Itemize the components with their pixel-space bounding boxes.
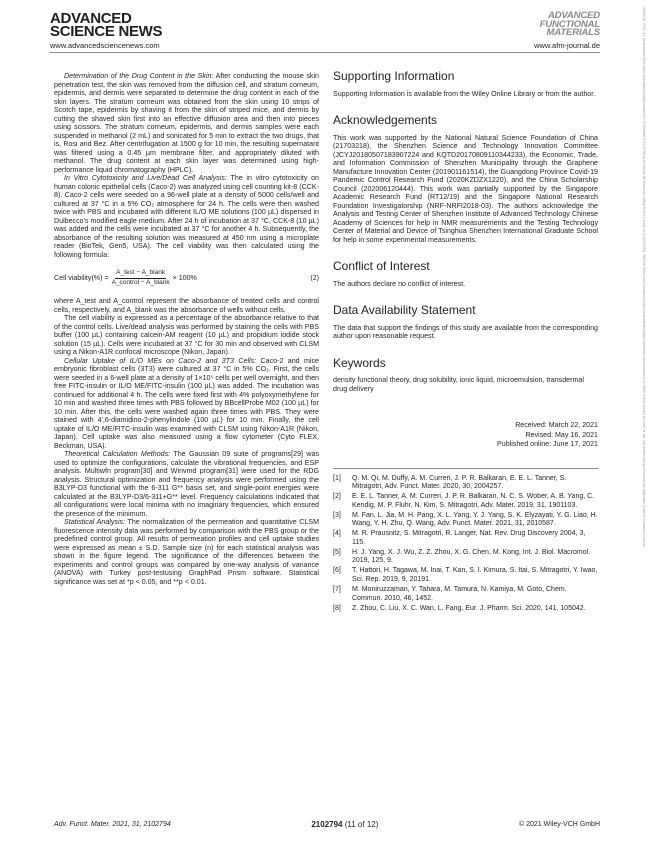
paragraph-text: The in vitro cytotoxicity on human colonic epithelial cells (Caco-2) was analyzed using cell counting kit-8 (CCK-8). Caco-2 cells were seeded on a 96-well plate at a density of 5000 cells/well and cultured at 37 °C in a 5% CO₂ atmosphere for 24 h. The cells were then washed twice with PBS and incubated with different IL/O ME solutions (100 µL) dispersed in Dulbecco's modified eagle medium. After 24 h of incubation at 37 °C, CCK-8 (10 µL) was added and the cells were incubated at 37 °C for another 4 h. Subsequently, the absorbance of the resulting solution was measured at 450 nm using a microplate reader (BioTek, Gen5, USA). The cell viability was then calculated using the following formula: <box>54 174 320 259</box>
reference-number: [7] <box>333 586 341 594</box>
footer-copyright: © 2021 Wiley-VCH GmbH <box>518 821 600 828</box>
section-heading: In Vitro Cytotoxicity and Live/Dead Cell Analysis: <box>64 174 227 182</box>
paragraph-where: where A_test and A_control represent the absorbance of treated cells and control cells, respectively, and A_blank was the absorbance of wells without cells. <box>54 297 319 314</box>
equation-rhs: × 100% <box>172 273 197 282</box>
reference-number: [8] <box>333 604 341 612</box>
reference-text: M. Fan, L. Jia, M. H. Pang, X. L. Yang, Y. J. Yang, S. K. Elyzayati, Y. G. Liao, H. Wang, Y. H. Zhu, Q. Wang, Adv. Funct. Mater. 2021, 31, 2010587. <box>352 511 598 528</box>
page-id: 2102794 <box>311 820 343 829</box>
section-heading: Statistical Analysis: <box>64 518 126 526</box>
supporting-information-section <box>333 69 598 98</box>
reference-item[interactable] <box>333 530 598 547</box>
reference-text: E. E. L. Tanner, A. M. Curreri, J. P. R. Balkaran, N. C. S. Wober, A. B. Yang, C. Kendig, M. P. Fluhr, N. Kim, S. Mitragotri, Adv. Mater. 2019, 31, 1901103. <box>352 493 595 509</box>
reference-item[interactable] <box>333 549 598 566</box>
reference-number: [4] <box>333 530 341 538</box>
reference-text: Z. Zhou, C. Liu, X. C. Wan, L. Fang, Eur. J. Pharm. Sci. 2020, 141, 105042. <box>352 604 586 612</box>
reference-text: M. R. Prausnitz, S. Mitragotri, R. Langer, Nat. Rev. Drug Discovery 2004, 3, 115. <box>352 530 586 546</box>
footer-citation: Adv. Funct. Mater. 2021, 31, 2102794 <box>54 821 171 828</box>
section-title: Acknowledgements <box>333 113 438 127</box>
reference-text: Q. M. Qi, M. Duffy, A. M. Curreri, J. P. R. Balkaran, E. E. L. Tanner, S. Mitragotri, Adv. Funct. Mater. 2020, 30, 2004257. <box>352 474 567 490</box>
paragraph-uptake <box>54 357 319 451</box>
paragraph-text: The normalization of the permeation and quantitative CLSM fluorescence intensity data was performed by comparison with the PBS group or the predefined control group. All results of permeation profiles and cell uptake studies were expressed as mean ± S.D. Sample size (n) for each statistical analysis was shown in the figure legend. The significance of the differences between the experiments and control groups was compared by one-way analysis of variance (ANOVA) with Turkey post-testusing GraphPad Prism software. Statistical significance was set at *p < 0.05, and **p < 0.01. <box>54 518 319 586</box>
header-url-right[interactable]: www.afm-journal.de <box>534 40 600 50</box>
reference-item[interactable] <box>333 512 598 529</box>
reference-number: [2] <box>333 493 341 501</box>
right-column <box>333 69 598 615</box>
equation-numerator: A_test − A_blank <box>115 269 166 279</box>
received-date: Received: March 22, 2021 <box>515 421 598 429</box>
header-url-left[interactable]: www.advancedsciencenews.com <box>50 41 160 50</box>
data-availability-section <box>333 303 598 341</box>
equation-2 <box>54 267 319 289</box>
paragraph-cytotoxicity <box>54 174 319 259</box>
acknowledgements-section <box>333 113 598 244</box>
footer-page-number <box>311 820 378 829</box>
adv-funct-mater-logo: ADVANCED FUNCTIONAL MATERIALS <box>539 10 600 38</box>
section-text: The authors declare no conflict of interest. <box>333 279 466 288</box>
revised-date: Revised: May 16, 2021 <box>525 430 598 439</box>
reference-item[interactable] <box>333 567 598 584</box>
equation-fraction <box>111 269 171 287</box>
reference-text: M. Moniruzzaman, Y. Tahara, M. Tamura, N. Kamiya, M. Goto, Chem. Commun. 2010, 46, 1452. <box>352 586 567 602</box>
paragraph-statistics <box>54 518 319 586</box>
reference-item[interactable] <box>333 586 598 603</box>
journal-header-left <box>50 12 162 50</box>
section-text: This work was supported by the National Natural Science Foundation of China (21703218), the Shenzhen Science and Technology Innovation Committee (JCYJ20180507183907224 and KQTD20170809110344233), the Economic, Trade, and Information Commission of Shenzhen Municipality through the Graphene Manufacture Innovation Center (201901161514), the Guangdong Province Covid-19 Pandemic Control Research Fund (2020KZDZX1220), and the China Scholarship Council (202006120444). This work was partially supported by the Singapore Academic Research Fund (RT12/19) and the Singapore National Research Foundation Investigatorship (NRF-NRFI2018-03). The authors acknowledge the Analysis and Testing Center of Shenzhen Institute of Advanced Technology Chinese Academy of Sciences for help in NMR measurements and the Testing Technology Center of Material and Device of Tsinghua Shenzhen International Graduate School for help in some experimental measurements. <box>333 133 598 244</box>
paragraph-text: After conducting the mouse skin penetration test, the skin was removed from the diffusion cell, and stratum corneum, epidermis, and dermis were separated to determine the drug content in each of the skin layers. The stratum corneum was obtained from the skin using 10 strips of Scotch tape, epidermis by shaving it from the skin of striped mice, and dermis by cutting the shaved skin first into an effective diffusion area and then into pieces using scissors. The stratum corneum, epidermis, and dermis samples were each suspended in methanol (2 mL) and sonicated for 5 min to extract the two drugs, that is, Rosi and Bez. After centrifugation at 1500 g for 10 min, the resulting supernatant was filtered using a 0.45 µm membrane filter, and appropriately diluted with methanol. The drug content at each skin layer was determined using high-performance liquid chromatography (HPLC). <box>54 72 319 174</box>
journal-header-right <box>534 12 600 50</box>
reference-item[interactable] <box>333 493 598 510</box>
section-title: Supporting Information <box>333 69 455 83</box>
paragraph-drug-content <box>54 72 319 174</box>
equation-denominator: A_control − A_blank <box>111 278 170 286</box>
reference-number: [1] <box>333 474 341 482</box>
reference-item[interactable] <box>333 605 598 614</box>
keywords-text: density functional theory, drug solubility, ionic liquid, microemulsion, transdermal drug delivery <box>333 376 584 393</box>
article-dates <box>333 421 598 450</box>
published-date: Published online: June 17, 2021 <box>497 440 598 448</box>
equation-lhs: Cell viability(%) = <box>54 273 109 282</box>
section-heading: Determination of the Drug Content in the Skin: <box>64 72 214 80</box>
reference-list <box>333 468 598 614</box>
paragraph-viability: The cell viability is expressed as a percentage of the absorbance relative to that of the control cells. Live/dead analysis was performed by staining the cells with PBS buffer (100 µL) containing calcein-AM reagent (10 µL) and propidium iodide stock solution (15 µL). Cells were incubated at 37 °C for 30 min and observed with CLSM using a Nikon-A1R confocal microscope (Nikon, Japan). <box>54 314 319 356</box>
download-side-note: 16163028, 2021, 31, Downloaded from https://onlinelibrary.wiley.com/doi/10.1002/adfm.202102794 by University Of Shenzhen, Wiley Online Library on [21/07/2023]. See the Terms and Conditions (https://onlinelibrary.wiley.com/terms-and-conditions) on Wiley Online Library for rules of use; OA articles are governed by the applicable Creative Commons License <box>642 6 646 547</box>
reference-number: [3] <box>333 511 341 519</box>
left-column <box>54 72 319 586</box>
advanced-science-news-logo: ADVANCED SCIENCE NEWS <box>50 10 163 40</box>
keywords-section <box>333 355 598 394</box>
paragraph-text: Caco-2 and mice embryonic fibroblast cells (3T3) were cultured at 37 °C in 5% CO₂. First, the cells were seeded in a 6-well plate at a density of 1×10⁵ cells per well overnight, and then free FITC-insulin or IL/O ME/FITC-insulin (100 µL) was added. The incubation was continued for additional 4 h. The cells were fixed first with 4% polyoxymethylene for 10 min and washed three times with PBS followed by BBcellProbe M02 (100 µL) for 10 min. After this, the cells were washed again three times with PBS. They were stained with 4′,6-diamidino-2-phenylindole (100 µL) for 10 min. Finally, the cell uptake of IL/O ME/FITC-insulin was examined with CLSM using Nikon-A1R (Nikon, Japan). Cell uptake was also measured using a flow cytometer (Cyto FLEX, Beckman, USA). <box>54 356 320 450</box>
section-title: Conflict of Interest <box>333 259 430 273</box>
section-heading: Theoretical Calculation Methods: <box>64 450 171 458</box>
reference-item[interactable] <box>333 475 598 492</box>
equation-number: (2) <box>310 273 319 282</box>
section-title: Keywords <box>333 355 386 370</box>
header-divider <box>50 52 600 53</box>
reference-text: H. J. Yang, X. J. Wu, Z. Z. Zhou, X. G. Chen, M. Kong, Int. J. Biol. Macromol. 2019, 125, 9. <box>352 548 591 565</box>
paragraph-text: The Gaussian 09 suite of programs[29] was used to optimize the configurations, calculate the vibrational frequencies, and ESP analysis. Multiwfn program[30] and Winvmd program[31] were used for the RDG analysis. Structural optimization and frequency analysis were performed using the B3LYP-D3 functional with the 6-311 G** basis set, and single-point energies were calculated at the B3LYP-D3/6-311+G** level. Frequency calculations indicated that all configurations were local minima with no imaginary frequencies, which ensured the presence of the minimum. <box>54 450 320 518</box>
section-title: Data Availability Statement <box>333 303 476 317</box>
page-footer <box>54 820 600 829</box>
reference-number: [6] <box>333 567 341 575</box>
section-text: Supporting Information is available from the Wiley Online Library or from the author. <box>333 89 596 98</box>
section-text: The data that support the findings of this study are available from the corresponding author upon reasonable request. <box>333 323 598 340</box>
reference-text: T. Hattori, H. Tagawa, M. Inai, T. Kan, S. I. Kimura, S. Itai, S. Mitragotri, Y. Iwao, Sci. Rep. 2019, 9, 20191. <box>352 567 598 583</box>
section-heading: Cellular Uptake of IL/O MEs on Caco-2 and 3T3 Cells: <box>64 356 257 365</box>
page-of: (11 of 12) <box>344 820 379 829</box>
reference-number: [5] <box>333 548 341 556</box>
paragraph-theory <box>54 450 319 518</box>
conflict-of-interest-section <box>333 259 598 288</box>
